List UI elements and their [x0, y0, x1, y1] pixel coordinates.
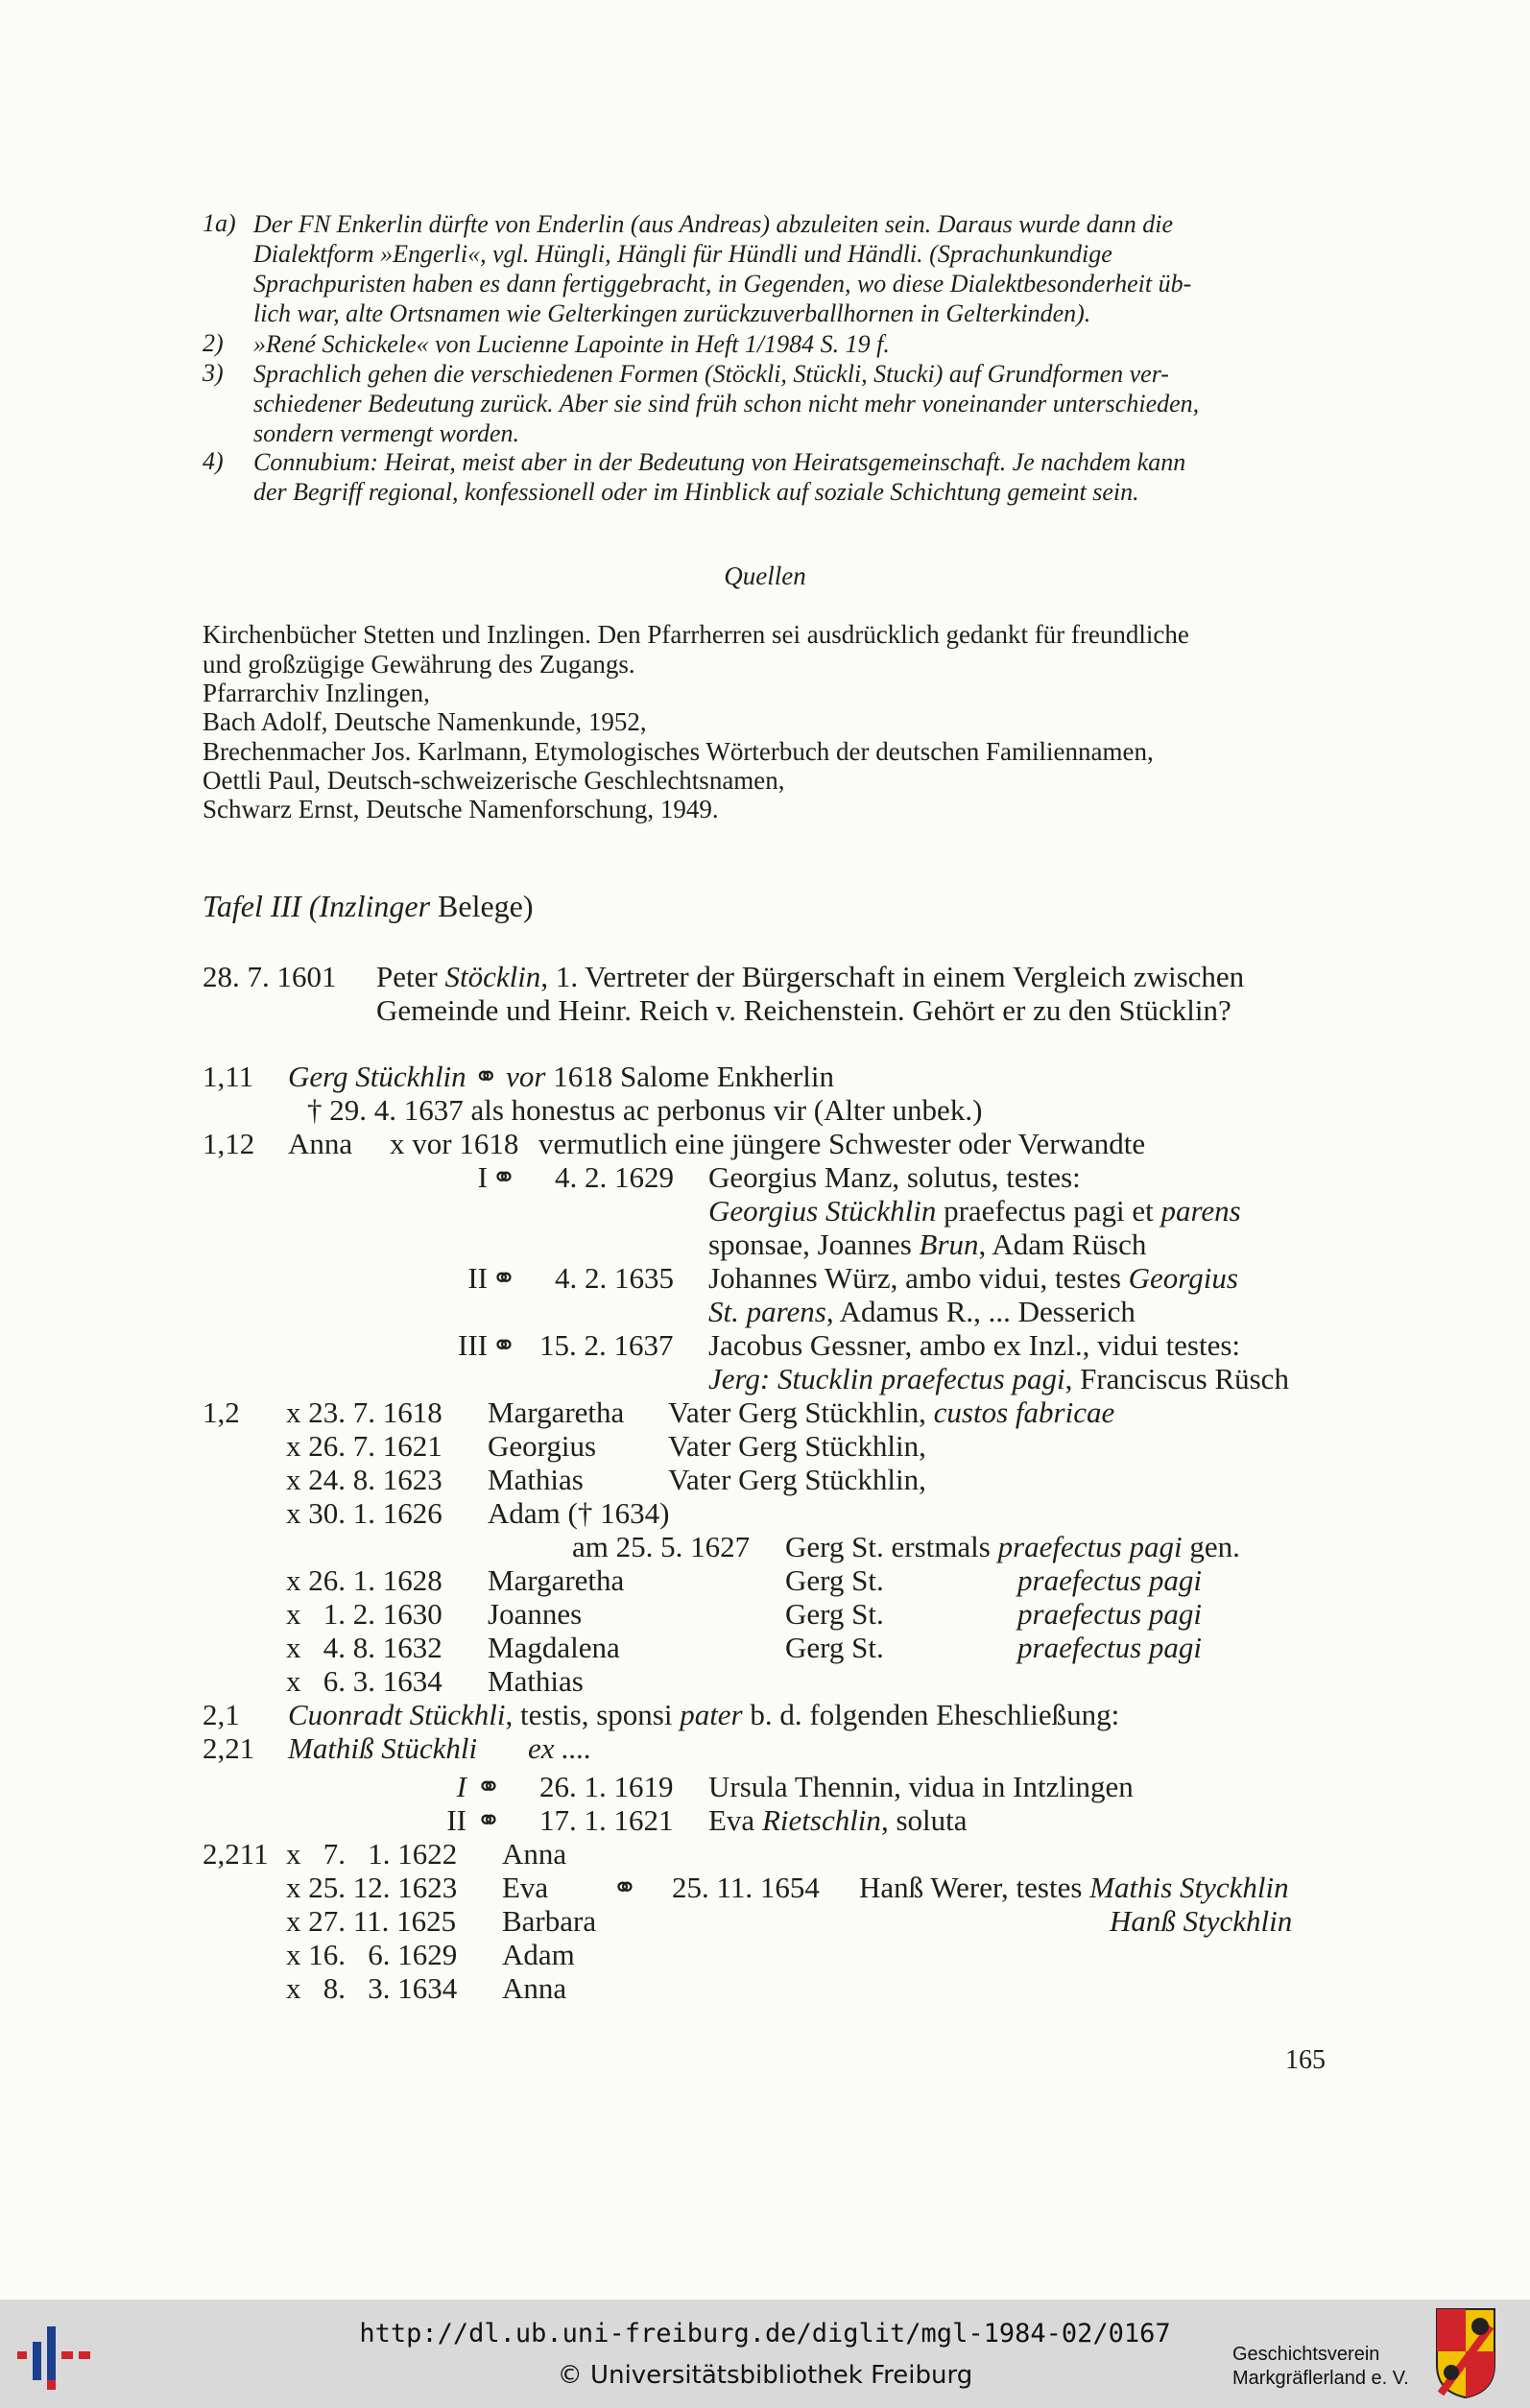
marriage-symbol: ⚭: [466, 1060, 507, 1093]
entry-text: [708, 1362, 1289, 1395]
entry-name: Anna: [288, 1127, 353, 1160]
entry-date: 25. 11. 1654: [672, 1871, 820, 1904]
baptism-date: x 1. 2. 1630: [286, 1597, 442, 1631]
footnote-number: 1a): [203, 209, 236, 237]
publisher-line: Geschichtsverein: [1232, 2344, 1380, 2365]
text-part: Georgius: [1128, 1261, 1238, 1295]
text-part: Stöcklin: [444, 960, 541, 993]
text-part: Eva: [708, 1803, 762, 1837]
baptism-date: x 30. 1. 1626: [286, 1496, 442, 1530]
table-title-part: Inzlinger: [319, 889, 431, 923]
roman-numeral: III: [458, 1328, 488, 1362]
footnote-line: schiedener Bedeutung zurück. Aber sie sind früh schon nicht mehr voneinander unterschieden,: [253, 390, 1200, 417]
source-line: Kirchenbücher Stetten und Inzlingen. Den Pfarrherren sei ausdrücklich gedankt für freundliche: [203, 620, 1189, 649]
text-part: praefectus pagi: [997, 1530, 1183, 1563]
entry-text: [708, 1228, 1146, 1261]
baptism-date: x 23. 7. 1618: [286, 1395, 442, 1429]
child-name: Margaretha: [488, 1563, 625, 1597]
text-part: Gerg St. erstmals: [785, 1530, 998, 1563]
footnote-line: lich war, alte Ortsnamen wie Gelterkingen zurückzuverballhornen in Gelterkinden).: [253, 299, 1091, 327]
baptism-date: x 8. 3. 1634: [286, 1971, 458, 2005]
text-part: pater: [680, 1698, 743, 1731]
marriage-symbol: ⚭: [612, 1871, 637, 1904]
text-part: , Adam Rüsch: [978, 1228, 1147, 1261]
footnote-line: »René Schickele« von Lucienne Lapointe in Heft 1/1984 S. 19 f.: [253, 330, 890, 358]
child-name: Mathias: [488, 1664, 584, 1698]
text-part: , soluta: [880, 1803, 968, 1837]
table-title-part: Tafel III (: [203, 889, 320, 923]
roman-numeral: I: [456, 1770, 466, 1803]
text-part: vor: [506, 1060, 546, 1093]
footnote-line: Sprachpuristen haben es dann fertiggebracht, in Gegenden, wo diese Dialektbesonderheit üb-: [253, 270, 1192, 298]
genealogy-number: 1,12: [203, 1127, 255, 1160]
footnote-number: 4): [203, 447, 224, 475]
footnote-line: Dialektform »Engerli«, vgl. Hüngli, Hängli für Hündli und Händli. (Sprachunkundige: [253, 240, 1112, 268]
office-title: praefectus pagi: [1017, 1597, 1202, 1631]
father-ref: Gerg St.: [785, 1563, 884, 1597]
footnote-line: Der FN Enkerlin dürfte von Enderlin (aus Andreas) abzuleiten sein. Daraus wurde dann die: [253, 210, 1174, 238]
entry-text: Georgius Manz, solutus, testes:: [708, 1160, 1081, 1194]
text-part: Hanß Werer, testes: [859, 1871, 1090, 1904]
footnote-line: der Begriff regional, konfessionell oder im Hinblick auf soziale Schichtung gemeint sein.: [253, 478, 1139, 506]
baptism-date: x 27. 11. 1625: [286, 1904, 457, 1938]
entry-date: am 25. 5. 1627: [572, 1530, 751, 1563]
footnote-line: Connubium: Heirat, meist aber in der Bedeutung von Heiratsgemeinschaft. Je nachdem kann: [253, 448, 1186, 476]
baptism-date: x 24. 8. 1623: [286, 1463, 442, 1496]
child-name: Anna: [502, 1837, 567, 1871]
text-part: Gerg Stückhlin: [288, 1060, 466, 1093]
footer-bar: [0, 2300, 1530, 2408]
entry-date: 15. 2. 1637: [539, 1328, 674, 1362]
text-part: b. d. folgenden Eheschließung:: [742, 1698, 1120, 1731]
text-part: Rietschlin: [761, 1803, 881, 1837]
page-number: 165: [1285, 2045, 1326, 2075]
text-part: , testis, sponsi: [505, 1698, 681, 1731]
baptism-date: x 4. 8. 1632: [286, 1631, 442, 1664]
footer-url-link[interactable]: http://dl.ub.uni-freiburg.de/diglit/mgl-1984-02/0167: [359, 2319, 1171, 2348]
entry-text: Vater Gerg Stückhlin,: [668, 1463, 926, 1496]
entry-text: † 29. 4. 1637 als honestus ac perbonus vir (Alter unbek.): [307, 1093, 983, 1127]
entry-text: [708, 1261, 1238, 1295]
sources-heading: Quellen: [724, 561, 806, 590]
coat-of-arms-icon: [1435, 2307, 1496, 2399]
marriage-symbol: ⚭: [476, 1803, 501, 1837]
source-line: Pfarrarchiv Inzlingen,: [203, 679, 430, 707]
entry-text: ex ....: [528, 1731, 592, 1765]
roman-numeral: I: [477, 1160, 488, 1194]
father-ref: Gerg St.: [785, 1597, 884, 1631]
text-part: Peter: [376, 960, 445, 993]
footnote-text: [253, 359, 1338, 448]
baptism-date: x 26. 1. 1628: [286, 1563, 442, 1597]
genealogy-number: 1,11: [203, 1060, 254, 1093]
text-part: Brun: [919, 1228, 979, 1261]
entry-date: 4. 2. 1635: [555, 1261, 674, 1295]
footer-copyright: © Universitätsbibliothek Freiburg: [557, 2361, 973, 2390]
child-name: Eva: [502, 1871, 549, 1904]
genealogy-number: 2,211: [203, 1837, 269, 1871]
text-part: Johannes Würz, ambo vidui, testes: [708, 1261, 1129, 1295]
child-name: Joannes: [488, 1597, 583, 1631]
entry-text: Ursula Thennin, vidua in Intzlingen: [708, 1770, 1134, 1803]
baptism-date: x 6. 3. 1634: [286, 1664, 442, 1698]
marriage-symbol: ⚭: [491, 1328, 516, 1362]
publisher-name: [1232, 2343, 1409, 2391]
baptism-date: x 16. 6. 1629: [286, 1938, 458, 1971]
text-part: Vater Gerg Stückhlin,: [668, 1395, 934, 1429]
genealogy-number: 2,1: [203, 1698, 240, 1731]
footnote-line: sondern vermengt worden.: [253, 419, 520, 447]
entry-text: Jacobus Gessner, ambo ex Inzl., vidui testes:: [708, 1328, 1241, 1362]
entry-text: [288, 1698, 1119, 1731]
genealogy-number: 2,21: [203, 1731, 255, 1765]
child-name: Barbara: [502, 1904, 597, 1938]
entry-date: x vor 1618: [390, 1127, 519, 1160]
entry-text: Hanß Styckhlin: [1110, 1904, 1293, 1938]
text-part: Mathis Styckhlin: [1089, 1871, 1289, 1904]
entry-text: [708, 1194, 1241, 1228]
source-line: Schwarz Ernst, Deutsche Namenforschung, 1949.: [203, 795, 719, 823]
text-part: Georgius Stückhlin: [708, 1194, 937, 1228]
entry-date: 28. 7. 1601: [203, 960, 337, 993]
source-line: und großzügige Gewährung des Zugangs.: [203, 650, 635, 679]
entry-date: 4. 2. 1629: [555, 1160, 674, 1194]
child-name: Magdalena: [488, 1631, 620, 1664]
table-title-part: Belege): [430, 889, 534, 923]
entry-text: [785, 1530, 1240, 1563]
entry-text: [376, 960, 1244, 993]
entry-date: 26. 1. 1619: [539, 1770, 674, 1803]
marriage-symbol: ⚭: [491, 1261, 516, 1295]
roman-numeral: II: [446, 1803, 466, 1837]
table-title: [203, 890, 534, 923]
roman-numeral: II: [467, 1261, 488, 1295]
office-title: praefectus pagi: [1017, 1563, 1202, 1597]
footnote-line: Sprachlich gehen die verschiedenen Formen (Stöckli, Stückli, Stucki) auf Grundformen ver-: [253, 360, 1169, 388]
footnote-text: [253, 209, 1338, 328]
entry-text: [708, 1803, 968, 1837]
text-part: custos fabricae: [933, 1395, 1115, 1429]
child-name: Adam: [502, 1938, 575, 1971]
text-part: Cuonradt Stückhli: [288, 1698, 506, 1731]
marriage-symbol: ⚭: [476, 1770, 501, 1803]
source-line: Bach Adolf, Deutsche Namenkunde, 1952,: [203, 707, 647, 736]
father-ref: Gerg St.: [785, 1631, 884, 1664]
child-name: Adam († 1634): [488, 1496, 670, 1530]
footnote-number: 2): [203, 329, 224, 357]
publisher-line: Markgräflerland e. V.: [1232, 2368, 1409, 2389]
office-title: praefectus pagi: [1017, 1631, 1202, 1664]
baptism-date: x 7. 1. 1622: [286, 1837, 458, 1871]
text-part: praefectus pagi et: [936, 1194, 1161, 1228]
source-line: Oettli Paul, Deutsch-schweizerische Geschlechtsnamen,: [203, 766, 785, 795]
child-name: Georgius: [488, 1429, 597, 1463]
entry-text: [668, 1395, 1114, 1429]
child-name: Anna: [502, 1971, 567, 2005]
footnote-text: [253, 447, 1338, 507]
text-part: , Franciscus Rüsch: [1064, 1362, 1289, 1395]
source-line: Brechenmacher Jos. Karlmann, Etymologisches Wörterbuch der deutschen Familiennamen,: [203, 737, 1154, 766]
text-part: sponsae, Joannes: [708, 1228, 920, 1261]
text-part: Jerg: Stucklin praefectus pagi: [708, 1362, 1065, 1395]
entry-name: Mathiß Stückhli: [288, 1731, 478, 1765]
text-part: St. parens: [708, 1295, 826, 1328]
child-name: Mathias: [488, 1463, 584, 1496]
entry-text: Vater Gerg Stückhlin,: [668, 1429, 926, 1463]
entry-text: vermutlich eine jüngere Schwester oder Verwandte: [538, 1127, 1146, 1160]
footnote-number: 3): [203, 359, 224, 387]
text-part: parens: [1160, 1194, 1241, 1228]
entry-text: Gemeinde und Heinr. Reich v. Reichenstein. Gehört er zu den Stücklin?: [376, 993, 1231, 1027]
text-part: gen.: [1182, 1530, 1240, 1563]
child-name: Margaretha: [488, 1395, 625, 1429]
baptism-date: x 25. 12. 1623: [286, 1871, 458, 1904]
entry-text: [288, 1060, 834, 1093]
text-part: , Adamus R., ... Desserich: [825, 1295, 1136, 1328]
footnote-text: [253, 329, 1338, 359]
text-part: , 1. Vertreter der Bürgerschaft in einem Vergleich zwischen: [540, 960, 1245, 993]
entry-text: [859, 1871, 1289, 1904]
genealogy-number: 1,2: [203, 1395, 240, 1429]
entry-text: [708, 1295, 1136, 1328]
marriage-symbol: ⚭: [491, 1160, 516, 1194]
baptism-date: x 26. 7. 1621: [286, 1429, 442, 1463]
entry-date: 17. 1. 1621: [539, 1803, 674, 1837]
text-part: 1618 Salome Enkherlin: [553, 1060, 834, 1093]
